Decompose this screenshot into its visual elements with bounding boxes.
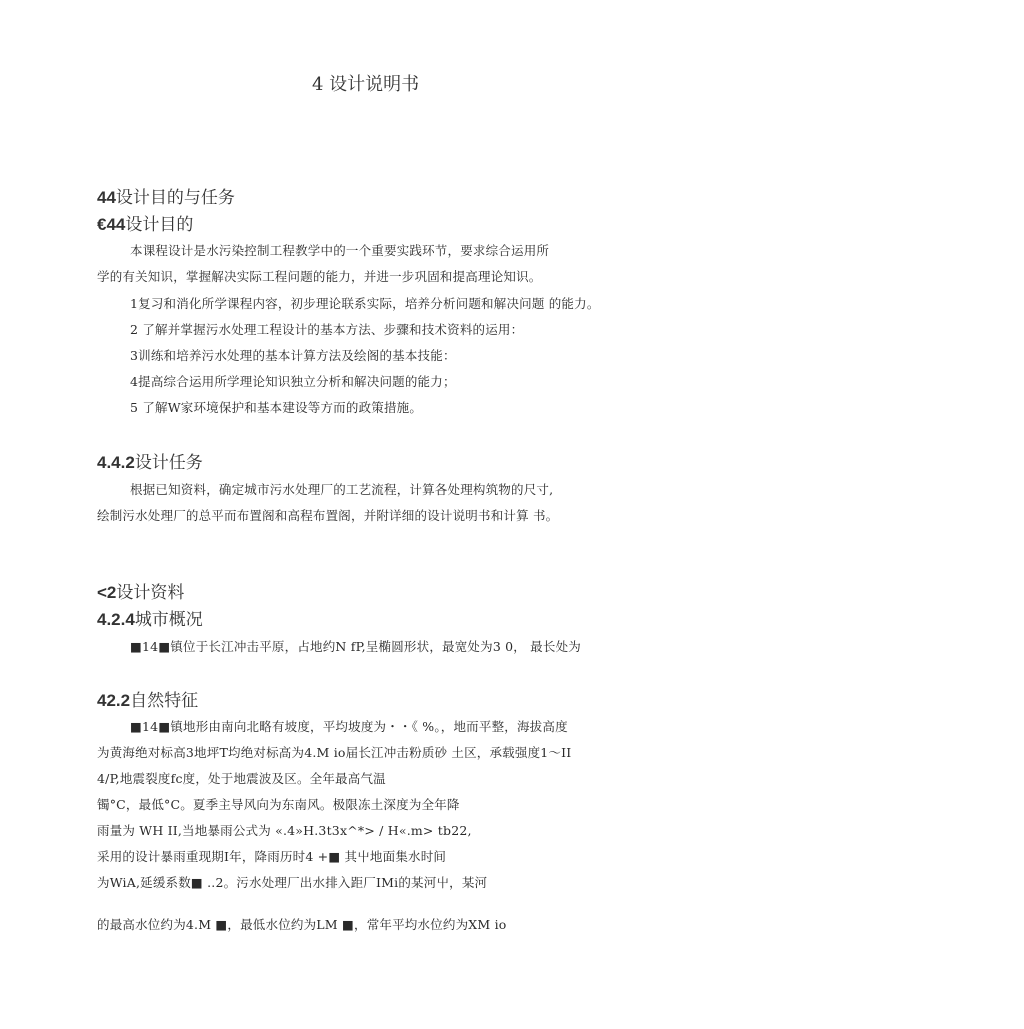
paragraph-line: 绘制污水处理厂的总平而布置阁和高程布置阁，并附详细的设计说明书和计算 书。 [97,508,559,523]
list-item: 4提高综合运用所学理论知识独立分析和解决问题的能力； [130,374,456,389]
paragraph-line: 为WiA,延缓系数■ ..2。污水处理厂出水排入距厂IMi的某河屮，某河 [97,875,488,890]
paragraph-line: 根据已知资料，确定城市污水处理厂的工艺流程，计算各处理构筑物的尺寸, [130,482,554,497]
subsection-number: 4.4.2 [97,453,135,472]
subsection-number: 4.2.4 [97,610,135,629]
section-heading-design-data [97,578,184,603]
section-title: 设计资料 [116,583,185,603]
paragraph-line: 本课程设计是水污染控制工程教学中的一个重要实践环节，要求综合运用所 [130,243,550,258]
subsection-title: 城市概况 [134,610,203,630]
subsection-heading-city-overview [97,605,203,630]
list-item: 3训练和培养污水处理的基本计算方法及绘阁的基本技能： [130,348,456,363]
paragraph-line: 采用的设计暴雨重现期I年，降雨历时4 +■ 其屮地面集水时间 [97,849,447,864]
paragraph-line: 的最高水位约为4.M ■，最低水位约为LM ■，常年平均水位约为XM io [97,917,507,932]
document-title: 4 设计说明书 [312,74,420,95]
paragraph-line: 4/P,地震裂度fc度，处于地震波及区。全年最高气温 [97,771,386,786]
section-title: 设计目的与任务 [115,188,235,208]
subsection-heading-natural-features [97,686,198,711]
paragraph-line: 学的有关知识，掌握解决实际工程问题的能力，并进一步巩固和提高理论知识。 [97,269,542,284]
subsection-title: 设计目的 [125,215,194,235]
paragraph-line: 镯°C，最低°C。夏季主导风向为东南风。极限冻土深度为全年降 [97,797,460,812]
subsection-number: €44 [97,215,126,234]
subsection-number: 42.2 [97,691,131,710]
paragraph-line: ■14■镇位于长江冲击平原，占地约N fP,呈椭圆形状，最宽处为3 0， 最长处为 [130,639,581,654]
subsection-heading-design-purpose [97,210,193,235]
list-item: 2 了解并掌握污水处理工程设计的基本方法、步骤和技术资料的运用： [130,322,524,337]
list-item: 1复习和消化所学课程内容，初步理论联系实际，培养分析问题和解决问题 的能力。 [130,296,600,311]
paragraph-line: 雨量为 WH II,当地暴雨公式为 «.4»H.3t3x^*> / H«.m> tb22, [97,823,472,838]
subsection-title: 设计任务 [134,453,203,473]
list-item: 5 了解W家环境保护和基本建设等方而的政策措施。 [130,400,423,415]
subsection-heading-design-task [97,448,203,473]
paragraph-line: 为黄海绝对标高3地坪T均绝对标高为4.M io届长江冲击粉质砂 土区，承载强度1～II [97,745,572,760]
paragraph-line: ■14■镇地形由南向北略有坡度，平均坡度为・・《 %。，地而平整，海拔高度 [130,719,568,734]
subsection-title: 自然特征 [130,691,199,711]
section-number: 44 [97,188,116,207]
section-heading-design-purpose-task [97,183,235,208]
section-number: <2 [97,583,117,602]
